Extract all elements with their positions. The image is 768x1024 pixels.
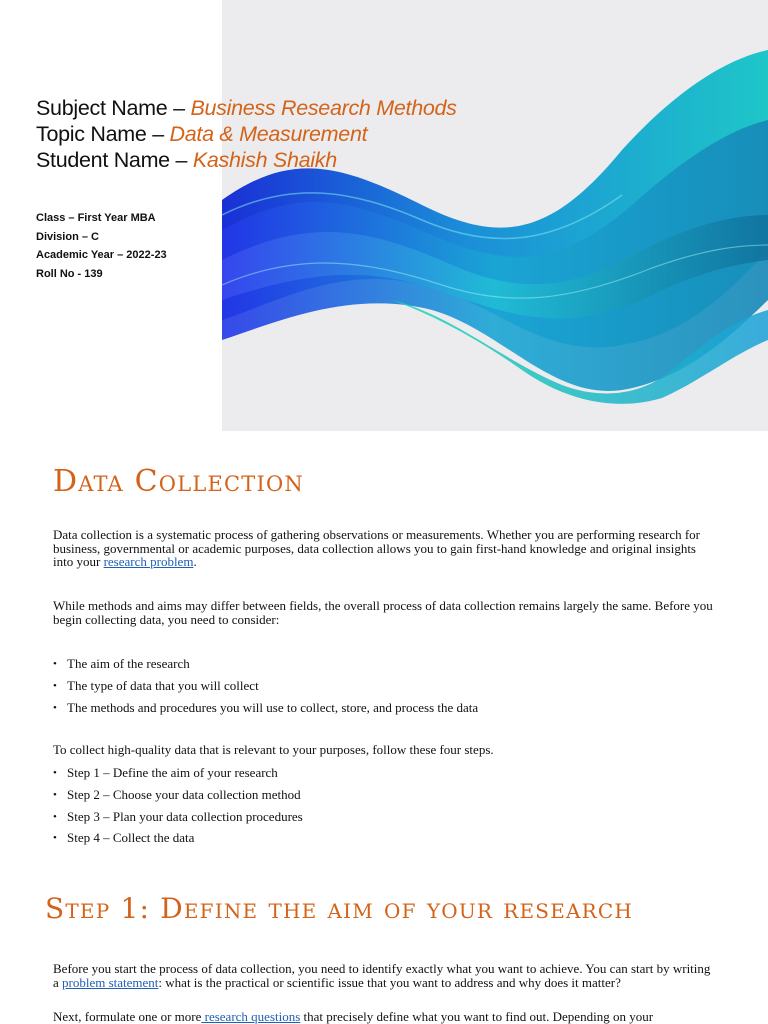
cover-slide bbox=[0, 0, 768, 431]
roll-number-detail: Roll No - 139 bbox=[36, 268, 103, 281]
research-questions-end: that precisely define what you want to find out. Depending on your bbox=[300, 1009, 654, 1024]
list-item: • Step 2 – Choose your data collection method bbox=[53, 787, 303, 809]
subject-line bbox=[36, 95, 457, 121]
step1-paragraph bbox=[53, 962, 713, 989]
considerations-list bbox=[53, 656, 478, 721]
subject-value: Business Research Methods bbox=[190, 96, 457, 120]
cover-title-block bbox=[36, 95, 457, 173]
intro-text: Data collection is a systematic process of gathering observations or measurements. Whether you are performing research for business, governmental or academic purposes, data collection allows you to gain first-hand knowledge and original insights into your bbox=[53, 527, 700, 570]
intro-end: . bbox=[193, 554, 197, 570]
subject-label: Subject Name – bbox=[36, 96, 191, 120]
class-detail: Class – First Year MBA bbox=[36, 212, 156, 224]
list-item: • Step 3 – Plan your data collection procedures bbox=[53, 809, 303, 831]
student-value: Kashish Shaikh bbox=[192, 148, 337, 172]
list-item: • The methods and procedures you will use to collect, store, and process the data bbox=[53, 700, 478, 722]
list-item: • The type of data that you will collect bbox=[53, 678, 478, 700]
research-questions-paragraph bbox=[53, 1010, 713, 1024]
list-item: • The aim of the research bbox=[53, 656, 478, 678]
research-problem-link[interactable]: research problem bbox=[103, 554, 194, 570]
topic-line bbox=[36, 121, 457, 147]
step1-text-end: : what is the practical or scientific issue that you want to address and why does it matter? bbox=[158, 974, 621, 990]
academic-year-detail: Academic Year – 2022-23 bbox=[36, 249, 167, 262]
problem-statement-link[interactable]: problem statement bbox=[62, 974, 159, 990]
four-steps-paragraph: To collect high-quality data that is relevant to your purposes, follow these four steps. bbox=[53, 742, 494, 757]
step1-heading: Step 1: Define the aim of your research bbox=[45, 892, 634, 925]
steps-list bbox=[53, 765, 303, 852]
methods-paragraph: While methods and aims may differ between fields, the overall process of data collection remains largely the same. Before you begin collecting data, you need to consider: bbox=[53, 598, 713, 627]
list-item: • Step 1 – Define the aim of your research bbox=[53, 765, 303, 787]
wave-illustration bbox=[222, 0, 768, 431]
topic-value: Data & Measurement bbox=[169, 122, 368, 146]
student-details bbox=[36, 209, 167, 284]
research-questions-link[interactable]: research questions bbox=[201, 1009, 301, 1024]
division-detail: Division – C bbox=[36, 230, 99, 243]
research-questions-text: Next, formulate one or more bbox=[53, 1009, 202, 1024]
list-item: • Step 4 – Collect the data bbox=[53, 830, 303, 852]
data-collection-heading: Data Collection bbox=[53, 464, 304, 499]
student-label: Student Name – bbox=[36, 148, 193, 172]
topic-label: Topic Name – bbox=[36, 122, 170, 146]
intro-paragraph bbox=[53, 528, 713, 569]
step1-text: Before you start the process of data collection, you need to identify exactly what you want to achieve. You can start by writing a bbox=[53, 961, 711, 990]
student-line bbox=[36, 147, 457, 173]
